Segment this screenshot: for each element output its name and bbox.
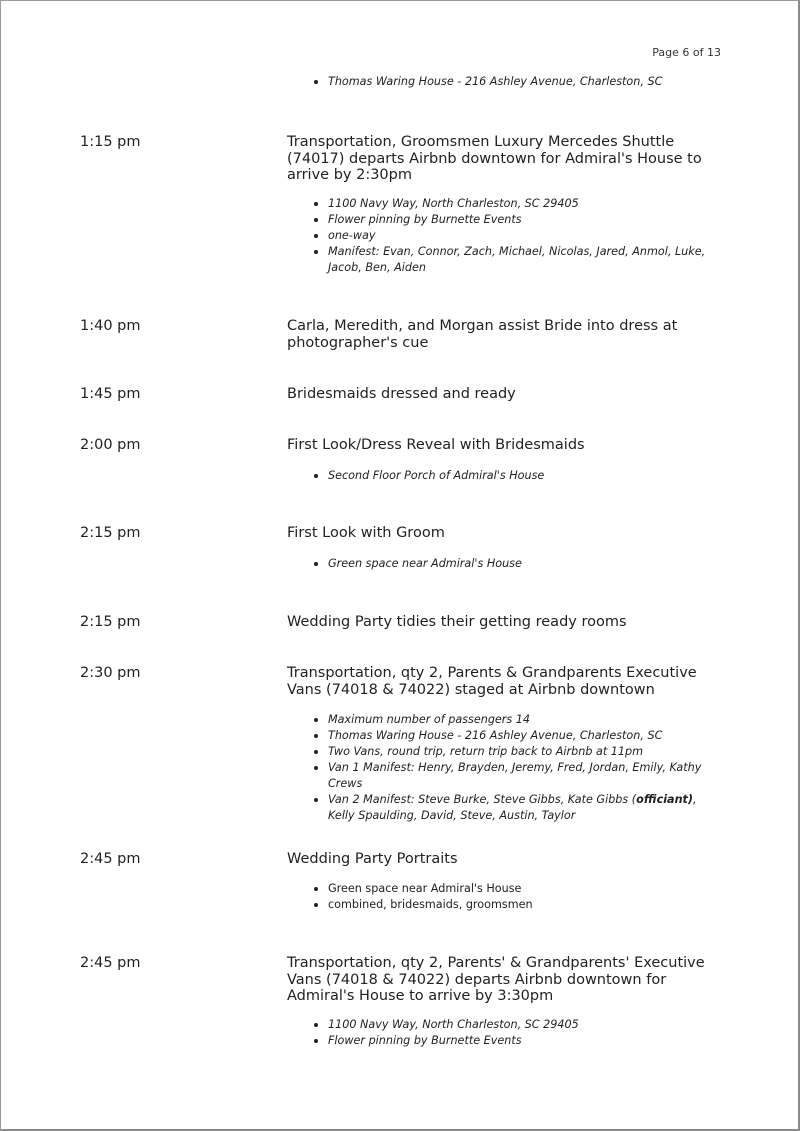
bullet-item: Thomas Waring House - 216 Ashley Avenue, Charleston, SC — [287, 74, 723, 90]
bullet-item: Maximum number of passengers 14 — [287, 712, 723, 728]
bullet-item: one-way — [287, 228, 723, 244]
bullet-item: combined, bridesmaids, groomsmen — [287, 897, 723, 913]
bullet-item: Second Floor Porch of Admiral's House — [287, 468, 723, 484]
entry-description: Transportation, Groomsmen Luxury Mercedes Shuttle (74017) departs Airbnb downtown for Admiral's House to arrive by 2:30pm — [287, 134, 702, 183]
entry-description: Bridesmaids dressed and ready — [287, 386, 516, 402]
entry-time: 2:15 pm — [80, 614, 141, 630]
officiant-emphasis: officiant) — [636, 793, 694, 806]
bullet-text: , Kelly Spaulding, David, Steve, Austin, Taylor — [328, 793, 697, 822]
page-number: Page 6 of 13 — [652, 46, 721, 59]
carryover-bullet-list — [287, 74, 723, 90]
entry-description: Transportation, qty 2, Parents' & Grandparents' Executive Vans (74018 & 74022) departs Airbnb downtown for Admiral's House to arrive by 3:30pm — [287, 955, 705, 1004]
entry-description: First Look with Groom — [287, 525, 445, 541]
entry-time: 2:45 pm — [80, 851, 141, 867]
entry-bullet-list — [287, 1017, 723, 1049]
entry-bullet-list — [287, 712, 723, 824]
entry-bullet-list — [287, 468, 723, 484]
bullet-item — [287, 792, 723, 824]
entry-time: 1:15 pm — [80, 134, 141, 150]
entry-bullet-list — [287, 881, 723, 913]
entry-bullet-list — [287, 556, 723, 572]
entry-time: 1:45 pm — [80, 386, 141, 402]
bullet-item: Green space near Admiral's House — [287, 556, 723, 572]
entry-description: Transportation, qty 2, Parents & Grandparents Executive Vans (74018 & 74022) staged at Airbnb downtown — [287, 665, 697, 698]
entry-description: First Look/Dress Reveal with Bridesmaids — [287, 437, 585, 453]
bullet-item: Two Vans, round trip, return trip back to Airbnb at 11pm — [287, 744, 723, 760]
entry-time: 2:30 pm — [80, 665, 141, 681]
entry-description: Carla, Meredith, and Morgan assist Bride into dress at photographer's cue — [287, 318, 678, 351]
bullet-item: Green space near Admiral's House — [287, 881, 723, 897]
entry-time: 2:00 pm — [80, 437, 141, 453]
bullet-text: Van 2 Manifest: Steve Burke, Steve Gibbs, Kate Gibbs ( — [328, 793, 637, 806]
entry-time: 2:45 pm — [80, 955, 141, 971]
bullet-item: Van 1 Manifest: Henry, Brayden, Jeremy, Fred, Jordan, Emily, Kathy Crews — [287, 760, 723, 792]
entry-bullet-list — [287, 196, 723, 276]
entry-time: 1:40 pm — [80, 318, 141, 334]
entry-description: Wedding Party Portraits — [287, 851, 458, 867]
bullet-item: Manifest: Evan, Connor, Zach, Michael, Nicolas, Jared, Anmol, Luke, Jacob, Ben, Aiden — [287, 244, 723, 276]
entry-description: Wedding Party tidies their getting ready rooms — [287, 614, 627, 630]
bullet-item: 1100 Navy Way, North Charleston, SC 29405 — [287, 196, 723, 212]
bullet-item: Thomas Waring House - 216 Ashley Avenue, Charleston, SC — [287, 728, 723, 744]
entry-time: 2:15 pm — [80, 525, 141, 541]
bullet-item: Flower pinning by Burnette Events — [287, 212, 723, 228]
bullet-item: 1100 Navy Way, North Charleston, SC 29405 — [287, 1017, 723, 1033]
bullet-item: Flower pinning by Burnette Events — [287, 1033, 723, 1049]
